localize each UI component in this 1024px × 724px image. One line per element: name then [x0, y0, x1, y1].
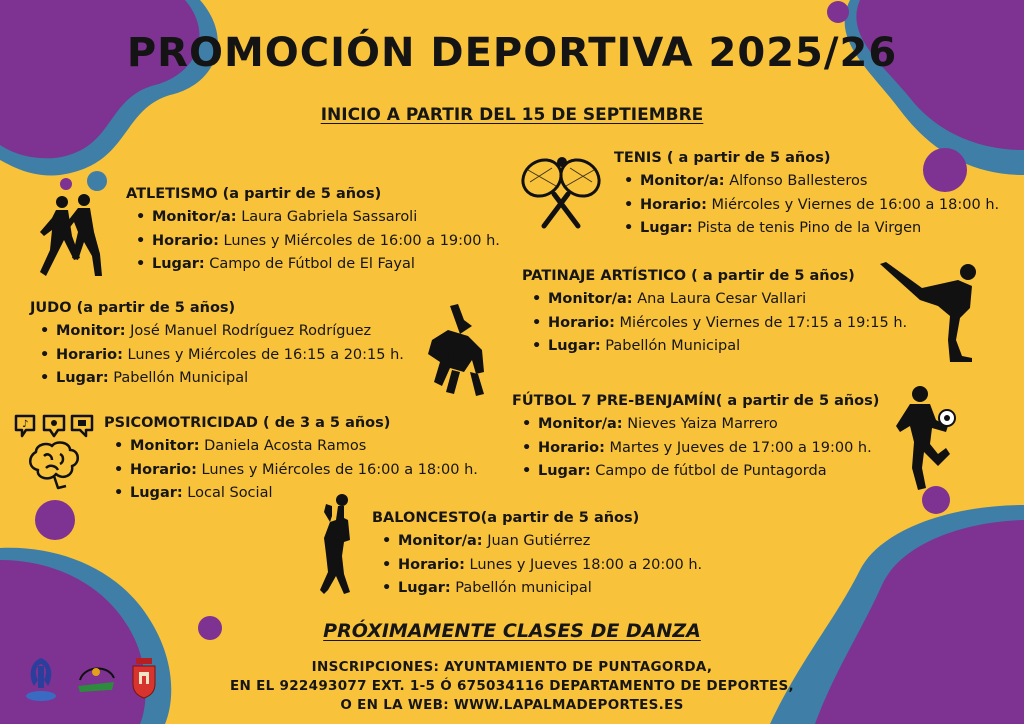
- list-item: • Monitor/a: Laura Gabriela Sassaroli: [126, 206, 500, 230]
- list-item: • Horario: Miércoles y Viernes de 16:00 a 18:00 h.: [614, 194, 999, 218]
- sports-logo-icon: [74, 660, 118, 700]
- list-item: • Lugar: Pabellón municipal: [372, 577, 702, 601]
- list-item: • Monitor/a: Nieves Yaiza Marrero: [512, 413, 879, 437]
- section-judo: [30, 300, 404, 391]
- dance-announcement: PRÓXIMAMENTE CLASES DE DANZA: [323, 620, 701, 642]
- list-item: • Horario: Lunes y Miércoles de 16:00 a 19:00 h.: [126, 230, 500, 254]
- judo-icon: [424, 302, 494, 400]
- skater-icon: [876, 260, 986, 364]
- list-item: • Lugar: Pista de tenis Pino de la Virgen: [614, 217, 999, 241]
- section-heading: TENIS ( a partir de 5 años): [614, 150, 831, 166]
- list-item: • Horario: Lunes y Miércoles de 16:00 a 18:00 h.: [104, 459, 478, 483]
- dot-top-right: [827, 1, 849, 23]
- list-item: • Monitor: José Manuel Rodríguez Rodríguez: [30, 320, 404, 344]
- section-baloncesto: [372, 510, 702, 601]
- tennis-rackets-icon: [516, 152, 608, 232]
- list-item: • Monitor: Daniela Acosta Ramos: [104, 435, 478, 459]
- dot-top-left-small: [60, 178, 72, 190]
- list-item: • Lugar: Local Social: [104, 482, 478, 506]
- section-tenis: [614, 150, 999, 241]
- municipal-logo-icon: [24, 656, 58, 702]
- list-item: • Monitor/a: Ana Laura Cesar Vallari: [522, 288, 907, 312]
- psychomotor-icon: [14, 412, 96, 494]
- runners-icon: [38, 192, 106, 280]
- list-item: • Horario: Martes y Jueves de 17:00 a 19:00 h.: [512, 437, 879, 461]
- section-psicomotricidad: [104, 415, 478, 506]
- soccer-player-icon: [892, 380, 958, 492]
- list-item: • Horario: Lunes y Jueves 18:00 a 20:00 h.: [372, 554, 702, 578]
- section-heading: JUDO (a partir de 5 años): [30, 300, 236, 316]
- section-heading: ATLETISMO (a partir de 5 años): [126, 186, 382, 202]
- dot-bottom-left: [35, 500, 75, 540]
- section-futbol: [512, 393, 879, 484]
- coat-of-arms-icon: [130, 656, 158, 700]
- section-atletismo: [126, 186, 500, 277]
- list-item: • Lugar: Pabellón Municipal: [30, 367, 404, 391]
- list-item: • Horario: Lunes y Miércoles de 16:15 a 20:15 h.: [30, 344, 404, 368]
- section-patinaje: [522, 268, 907, 359]
- footer-line: O EN LA WEB: WWW.LAPALMADEPORTES.ES: [340, 697, 684, 713]
- start-date-subtitle: INICIO A PARTIR DEL 15 DE SEPTIEMBRE: [320, 105, 704, 125]
- list-item: • Monitor/a: Juan Gutiérrez: [372, 530, 702, 554]
- page-title: PROMOCIÓN DEPORTIVA 2025/26: [126, 30, 898, 76]
- basketball-player-icon: [314, 494, 356, 598]
- list-item: • Lugar: Pabellón Municipal: [522, 335, 907, 359]
- blob-top-left-purple: [0, 0, 199, 158]
- section-heading: FÚTBOL 7 PRE-BENJAMÍN( a partir de 5 años): [512, 393, 880, 409]
- section-heading: BALONCESTO(a partir de 5 años): [372, 510, 640, 526]
- dot-top-left: [87, 171, 107, 191]
- list-item: • Lugar: Campo de Fútbol de El Fayal: [126, 253, 500, 277]
- section-heading: PSICOMOTRICIDAD ( de 3 a 5 años): [104, 415, 391, 431]
- list-item: • Lugar: Campo de fútbol de Puntagorda: [512, 460, 879, 484]
- footer-line: INSCRIPCIONES: AYUNTAMIENTO DE PUNTAGORDA,: [311, 659, 713, 675]
- list-item: • Horario: Miércoles y Viernes de 17:15 a 19:15 h.: [522, 312, 907, 336]
- footer-line: EN EL 922493077 EXT. 1-5 Ó 675034116 DEPARTAMENTO DE DEPORTES,: [230, 678, 794, 694]
- section-heading: PATINAJE ARTÍSTICO ( a partir de 5 años): [522, 268, 855, 284]
- list-item: • Monitor/a: Alfonso Ballesteros: [614, 170, 999, 194]
- svg-text:♪: ♪: [22, 419, 29, 430]
